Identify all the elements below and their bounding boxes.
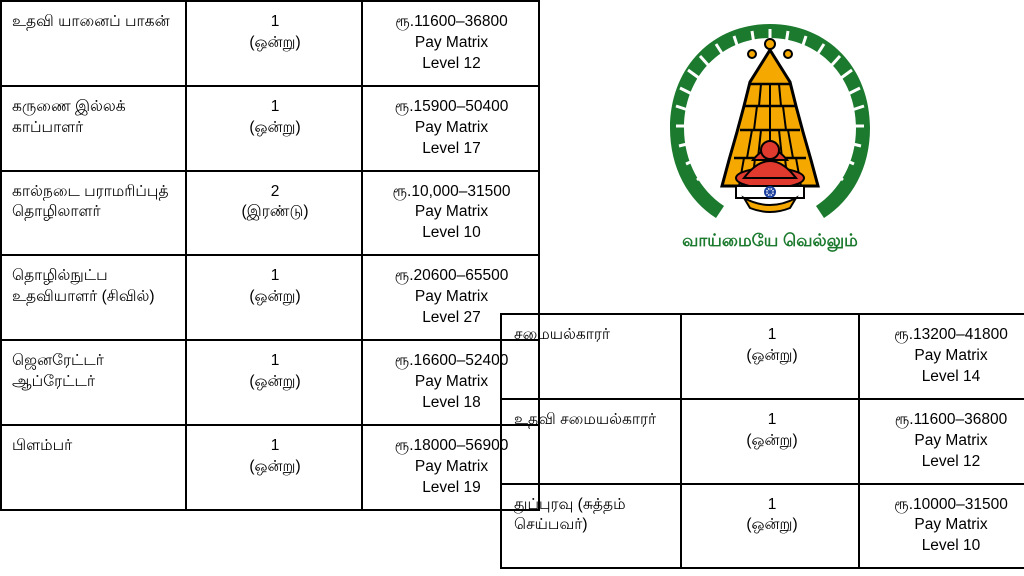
vacancy-count-cell: [186, 255, 362, 340]
vacancy-count-word: (ஒன்று): [746, 516, 798, 534]
post-name-cell: கருணை இல்லக் காப்பாளர்: [1, 86, 186, 171]
vacancy-count-cell: [681, 399, 859, 484]
post-name-cell: பிளம்பர்: [1, 425, 186, 510]
vacancy-count-word: (ஒன்று): [249, 457, 301, 475]
pay-matrix-label: Pay Matrix: [414, 288, 489, 306]
pay-matrix-label: Pay Matrix: [414, 372, 489, 390]
pay-matrix-label: Pay Matrix: [414, 203, 489, 221]
pay-amount: ரூ.18000–56900: [394, 436, 509, 454]
table-row: [501, 484, 1024, 569]
post-name-cell: கால்நடை பராமரிப்புத் தொழிலாளர்: [1, 171, 186, 256]
post-name-cell: உதவி சமையல்காரர்: [501, 399, 681, 484]
pay-scale-cell: [362, 86, 539, 171]
vacancy-table-left: [0, 0, 540, 511]
table-row: [501, 314, 1024, 399]
pay-level: Level 19: [422, 478, 481, 496]
vacancy-count-word: (ஒன்று): [746, 346, 798, 364]
vacancy-table-right: [500, 313, 1024, 569]
pay-amount: ரூ.11600–36800: [894, 410, 1008, 428]
pay-scale-cell: [859, 484, 1024, 569]
table-row: [1, 171, 539, 256]
pay-matrix-label: Pay Matrix: [414, 33, 489, 51]
vacancy-count-cell: [186, 86, 362, 171]
vacancy-count-cell: [186, 425, 362, 510]
pay-scale-cell: [859, 399, 1024, 484]
tamil-nadu-emblem-icon: [640, 10, 900, 270]
post-name-cell: உதவி யானைப் பாகன்: [1, 1, 186, 86]
table-row: [1, 1, 539, 86]
table-row: [1, 340, 539, 425]
pay-matrix-label: Pay Matrix: [914, 516, 988, 534]
vacancy-count-word: (ஒன்று): [249, 118, 301, 136]
vacancy-count-number: 1: [270, 13, 280, 30]
table-row: [1, 86, 539, 171]
pay-scale-cell: [362, 171, 539, 256]
vacancy-count-cell: [681, 484, 859, 569]
pay-scale-cell: [362, 1, 539, 86]
pay-matrix-label: Pay Matrix: [414, 118, 489, 136]
vacancy-count-word: (இரண்டு): [241, 203, 309, 221]
pay-scale-cell: [859, 314, 1024, 399]
pay-level: Level 18: [422, 393, 481, 411]
pay-amount: ரூ.10,000–31500: [392, 182, 511, 200]
pay-level: Level 12: [921, 452, 981, 470]
vacancy-count-cell: [186, 1, 362, 86]
vacancy-count-word: (ஒன்று): [249, 33, 301, 51]
post-name-cell: தொழில்நுட்ப உதவியாளர் (சிவில்): [1, 255, 186, 340]
pay-level: Level 17: [422, 139, 481, 157]
pay-matrix-label: Pay Matrix: [414, 457, 489, 475]
post-name-cell: ஜெனரேட்டர் ஆப்ரேட்டர்: [1, 340, 186, 425]
pay-amount: ரூ.10000–31500: [894, 495, 1008, 513]
vacancy-count-number: 1: [270, 267, 280, 285]
post-name-cell: சமையல்காரர்: [501, 314, 681, 399]
pay-matrix-label: Pay Matrix: [914, 431, 988, 449]
vacancy-count-number: 1: [767, 495, 777, 513]
vacancy-count-cell: [186, 340, 362, 425]
vacancy-count-number: 1: [767, 326, 777, 343]
pay-amount: ரூ.16600–52400: [394, 352, 509, 370]
pay-amount: ரூ.15900–50400: [394, 97, 509, 115]
pay-level: Level 10: [921, 537, 981, 555]
pay-amount: ரூ.20600–65500: [394, 267, 509, 285]
vacancy-count-number: 1: [270, 436, 280, 454]
post-name-cell: துப்புரவு (சுத்தம் செய்பவர்): [501, 484, 681, 569]
vacancy-count-cell: [681, 314, 859, 399]
pay-level: Level 12: [422, 54, 481, 72]
pay-amount: ரூ.11600–36800: [395, 13, 508, 30]
vacancy-count-word: (ஒன்று): [746, 431, 798, 449]
pay-level: Level 10: [422, 224, 481, 242]
vacancy-count-word: (ஒன்று): [249, 288, 301, 306]
pay-level: Level 14: [921, 367, 981, 385]
vacancy-count-number: 1: [270, 97, 280, 115]
vacancy-count-cell: [186, 171, 362, 256]
table-row: [501, 399, 1024, 484]
pay-amount: ரூ.13200–41800: [894, 326, 1008, 343]
table-row: [1, 255, 539, 340]
vacancy-count-number: 1: [767, 410, 777, 428]
pay-matrix-label: Pay Matrix: [914, 346, 988, 364]
vacancy-count-word: (ஒன்று): [249, 372, 301, 390]
vacancy-count-number: 1: [270, 352, 280, 370]
emblem-motto-text: வாய்மையே வெல்லும்: [682, 231, 858, 250]
vacancy-count-number: 2: [270, 182, 280, 200]
table-row: [1, 425, 539, 510]
pay-level: Level 27: [422, 309, 481, 327]
